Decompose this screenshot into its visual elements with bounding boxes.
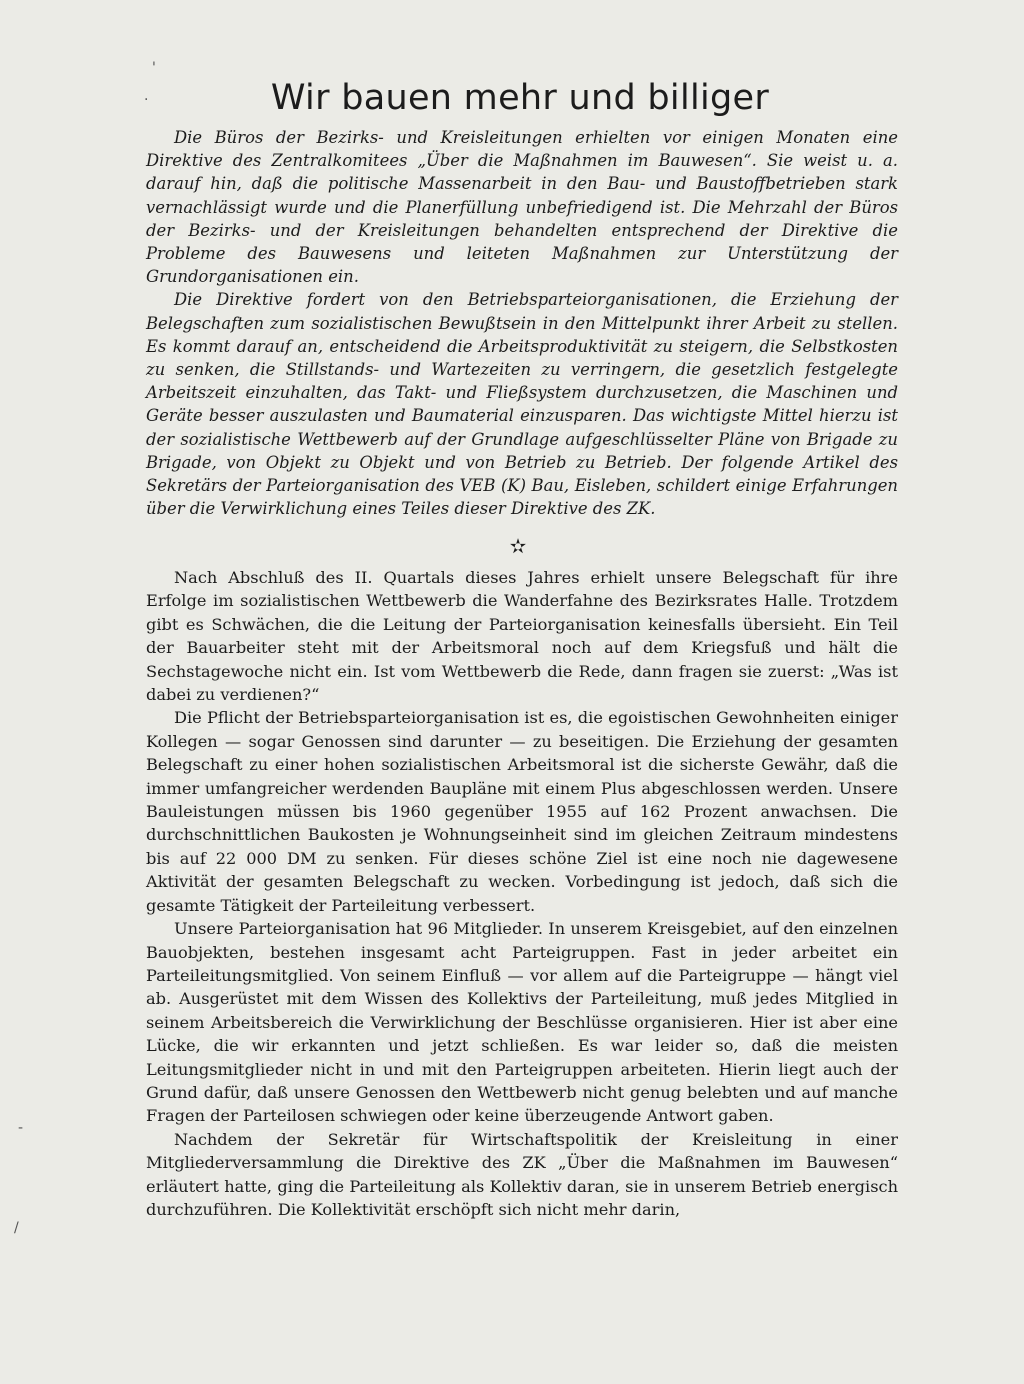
star-separator-icon: ✫ bbox=[509, 534, 527, 558]
intro-paragraph: Die Büros der Bezirks- und Kreisleitungen erhielten vor einigen Monaten eine Direktive des Zentralkomitees „Über die Maßnahmen im Bauwesen“. Sie weist u. a. darauf hin, daß die politische Massenarbeit in den Bau- und Baustoffbetrieben stark vernachlässigt wurde und die Planerfüllung unbefriedigend ist. Die Mehrzahl der Büros der Bezirks- und der Kreisleitungen behandelten entsprechend der Direktive die Probleme des Bauwesens und leiteten Maßnahmen zur Unterstützung der Grundorganisationen ein. bbox=[146, 128, 898, 287]
scan-speck-mark: - bbox=[18, 1120, 24, 1136]
scan-speck-mark: / bbox=[14, 1220, 19, 1236]
scan-speck-mark: ' bbox=[152, 60, 156, 76]
scan-speck-mark: · bbox=[144, 92, 149, 108]
body-paragraph: Nach Abschluß des II. Quartals dieses Jahres erhielt unsere Belegschaft für ihre Erfolge im sozialistischen Wettbewerb die Wanderfahne des Bezirksrates Halle. Trotzdem gibt es Schwächen, die die Leitung der Parteiorganisation keinesfalls übersieht. Ein Teil der Bauarbeiter steht mit der Arbeitsmoral noch auf dem Kriegsfuß und hält die Sechstagewoche nicht ein. Ist vom Wettbewerb die Rede, dann fragen sie zuerst: „Was ist dabei zu verdienen?“ bbox=[146, 568, 898, 705]
body-paragraph: Die Pflicht der Betriebsparteiorganisation ist es, die egoistischen Gewohnheiten einiger Kollegen — sogar Genossen sind darunter — zu beseitigen. Die Erziehung der gesamten Belegschaft zu einer hohen sozialistischen Arbeitsmoral ist die sicherste Gewähr, daß die immer umfangreicher werdenden Baupläne mit einem Plus abgeschlossen werden. Unsere Bauleistungen müssen bis 1960 gegenüber 1955 auf 162 Prozent anwachsen. Die durchschnittlichen Baukosten je Wohnungseinheit sind im gleichen Zeitraum mindestens bis auf 22 000 DM zu senken. Für dieses schöne Ziel ist eine noch nie dagewesene Aktivität der gesamten Belegschaft zu wecken. Vorbedingung ist jedoch, daß sich die gesamte Tätigkeit der Parteileitung verbessert. bbox=[146, 708, 898, 915]
article-body bbox=[146, 566, 898, 1221]
article-title: Wir bauen mehr und billiger bbox=[270, 78, 770, 118]
body-paragraph: Nachdem der Sekretär für Wirtschaftspolitik der Kreisleitung in einer Mitgliederversammlung die Direktive des ZK „Über die Maßnahmen im Bauwesen“ erläutert hatte, ging die Parteileitung als Kollektiv daran, sie in unserem Betrieb energisch durchzuführen. Die Kollektivität erschöpft sich nicht mehr darin, bbox=[146, 1129, 898, 1219]
article-intro bbox=[146, 126, 898, 520]
intro-paragraph: Die Direktive fordert von den Betriebsparteiorganisationen, die Erziehung der Belegschaften zum sozialistischen Bewußtsein in den Mittelpunkt ihrer Arbeit zu stellen. Es kommt darauf an, entscheidend die Arbeitsproduktivität zu steigern, die Selbstkosten zu senken, die Stillstands- und Wartezeiten zu verringern, die gesetzlich festgelegte Arbeitszeit einzuhalten, das Takt- und Fließsystem durchzusetzen, die Maschinen und Geräte besser auszulasten und Baumaterial einzusparen. Das wichtigste Mittel hierzu ist der sozialistische Wettbewerb auf der Grundlage aufgeschlüsselter Pläne von Brigade zu Brigade, von Objekt zu Objekt und von Betrieb zu Betrieb. Der folgende Artikel des Sekretärs der Parteiorganisation des VEB (K) Bau, Eisleben, schildert einige Erfahrungen über die Verwirklichung eines Teiles dieser Direktive des ZK. bbox=[146, 290, 898, 519]
body-paragraph: Unsere Parteiorganisation hat 96 Mitglieder. In unserem Kreisgebiet, auf den einzelnen Bauobjekten, bestehen insgesamt acht Parteigruppen. Fast in jeder arbeitet ein Parteileitungsmitglied. Von seinem Einfluß — vor allem auf die Parteigruppe — hängt viel ab. Ausgerüstet mit dem Wissen des Kollektivs der Parteileitung, muß jedes Mitglied in seinem Arbeitsbereich die Verwirklichung der Beschlüsse organisieren. Hier ist aber eine Lücke, die wir erkannten und jetzt schließen. Es war leider so, daß die meisten Leitungsmitglieder nicht in und mit den Parteigruppen arbeiteten. Hierin liegt auch der Grund dafür, daß unsere Genossen den Wettbewerb nicht genug belebten und auf manche Fragen der Parteilosen schwiegen oder keine überzeugende Antwort gaben. bbox=[146, 919, 898, 1126]
